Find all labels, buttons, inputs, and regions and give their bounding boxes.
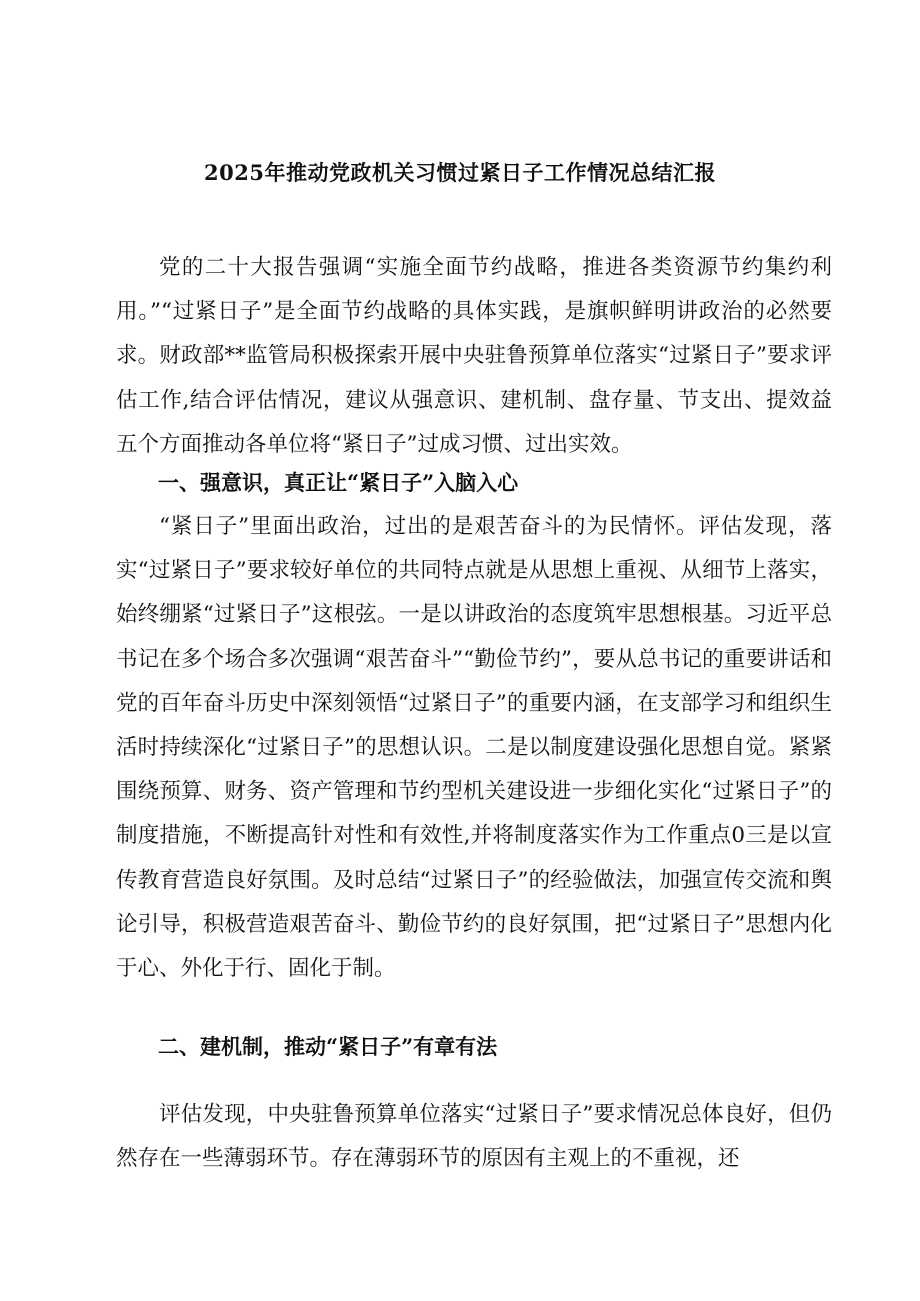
- section-2-paragraph: 评估发现，中央驻鲁预算单位落实“过紧日子”要求情况总体良好，但仍然存在一些薄弱环节。存在薄弱环节的原因有主观上的不重视，还: [116, 1102, 832, 1172]
- document-title: 2025年推动党政机关习惯过紧日子工作情况总结汇报: [204, 160, 716, 185]
- section-2-heading: 二、建机制，推动“紧日子”有章有法: [158, 1034, 498, 1059]
- intro-paragraph: 党的二十大报告强调“实施全面节约战略，推进各类资源节约集约利用。”“过紧日子”是全面节约战略的具体实践，是旗帜鲜明讲政治的必然要求。财政部**监管局积极探索开展中央驻鲁预算单位落实“过紧日子”要求评估工作,结合评估情况，建议从强意识、建机制、盘存量、节支出、提效益五个方面推动各单位将“紧日子”过成习惯、过出实效。: [116, 255, 832, 457]
- section-1-heading: 一、强意识，真正让“紧日子”入脑入心: [158, 470, 519, 495]
- section-1-paragraph: “紧日子”里面出政治，过出的是艰苦奋斗的为民情怀。评估发现，落实“过紧日子”要求较好单位的共同特点就是从思想上重视、从细节上落实，始终绷紧“过紧日子”这根弦。一是以讲政治的态度筑牢思想根基。习近平总书记在多个场合多次强调“艰苦奋斗”“勤俭节约”，要从总书记的重要讲话和党的百年奋斗历史中深刻领悟“过紧日子”的重要内涵，在支部学习和组织生活时持续深化“过紧日子”的思想认识。二是以制度建设强化思想自觉。紧紧围绕预算、财务、资产管理和节约型机关建设进一步细化实化“过紧日子”的制度措施，不断提高针对性和有效性,并将制度落实作为工作重点0三是以宣传教育营造良好氛围。及时总结“过紧日子”的经验做法，加强宣传交流和舆论引导，积极营造艰苦奋斗、勤俭节约的良好氛围，把“过紧日子”思想内化于心、外化于行、固化于制。: [116, 514, 832, 982]
